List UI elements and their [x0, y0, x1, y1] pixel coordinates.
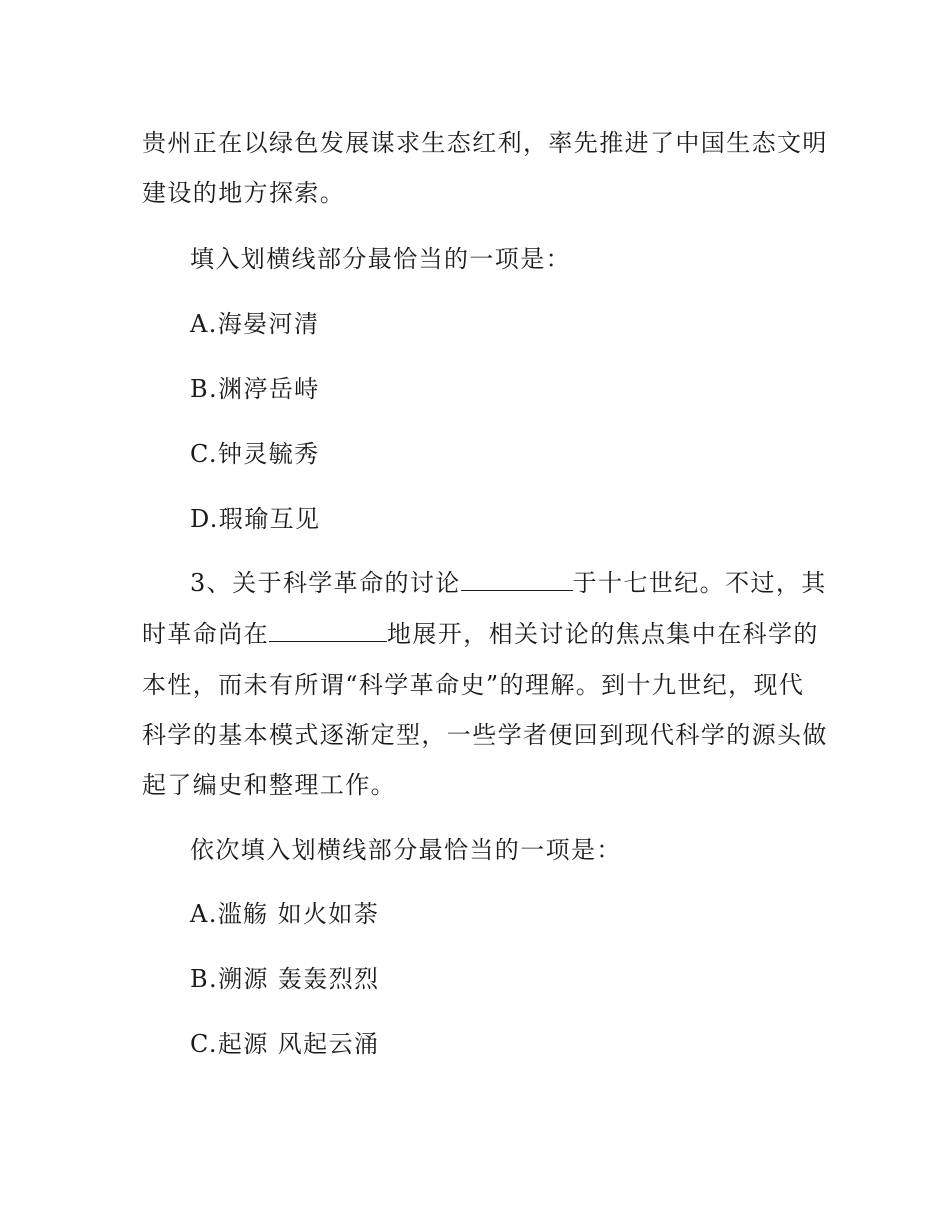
question-3-text: 于十七世纪。不过，其 [572, 569, 827, 597]
question-3-text: 时革命尚在 [142, 620, 269, 648]
option-a: A.海晏河清 [190, 310, 320, 338]
question-3-line: 起了编史和整理工作。 [142, 771, 396, 799]
question-3-text: 地展开，相关讨论的焦点集中在科学的 [387, 620, 819, 648]
question-3-line [142, 619, 819, 649]
question-3-line: 本性，而未有所谓“科学革命史”的理解。到十九世纪，现代 [142, 671, 805, 699]
option-b: B.溯源 轰轰烈烈 [190, 965, 380, 993]
option-d: D.瑕瑜互见 [190, 505, 321, 533]
option-b: B.渊渟岳峙 [190, 375, 320, 403]
question-3-line: 科学的基本模式逐渐定型，一些学者便回到现代科学的源头做 [142, 721, 828, 749]
question-3-text: 3、关于科学革命的讨论 [190, 569, 461, 597]
paragraph-line: 建设的地方探索。 [142, 179, 346, 207]
option-c: C.钟灵毓秀 [190, 440, 320, 468]
paragraph-line: 贵州正在以绿色发展谋求生态红利，率先推进了中国生态文明 [142, 129, 828, 157]
fill-blank [269, 619, 387, 642]
option-c: C.起源 风起云涌 [190, 1030, 380, 1058]
fill-blank [461, 568, 573, 591]
option-a: A.滥觞 如火如荼 [190, 900, 380, 928]
question-prompt: 依次填入划横线部分最恰当的一项是： [190, 836, 622, 864]
question-prompt: 填入划横线部分最恰当的一项是： [190, 245, 571, 273]
question-3-line [190, 568, 827, 598]
